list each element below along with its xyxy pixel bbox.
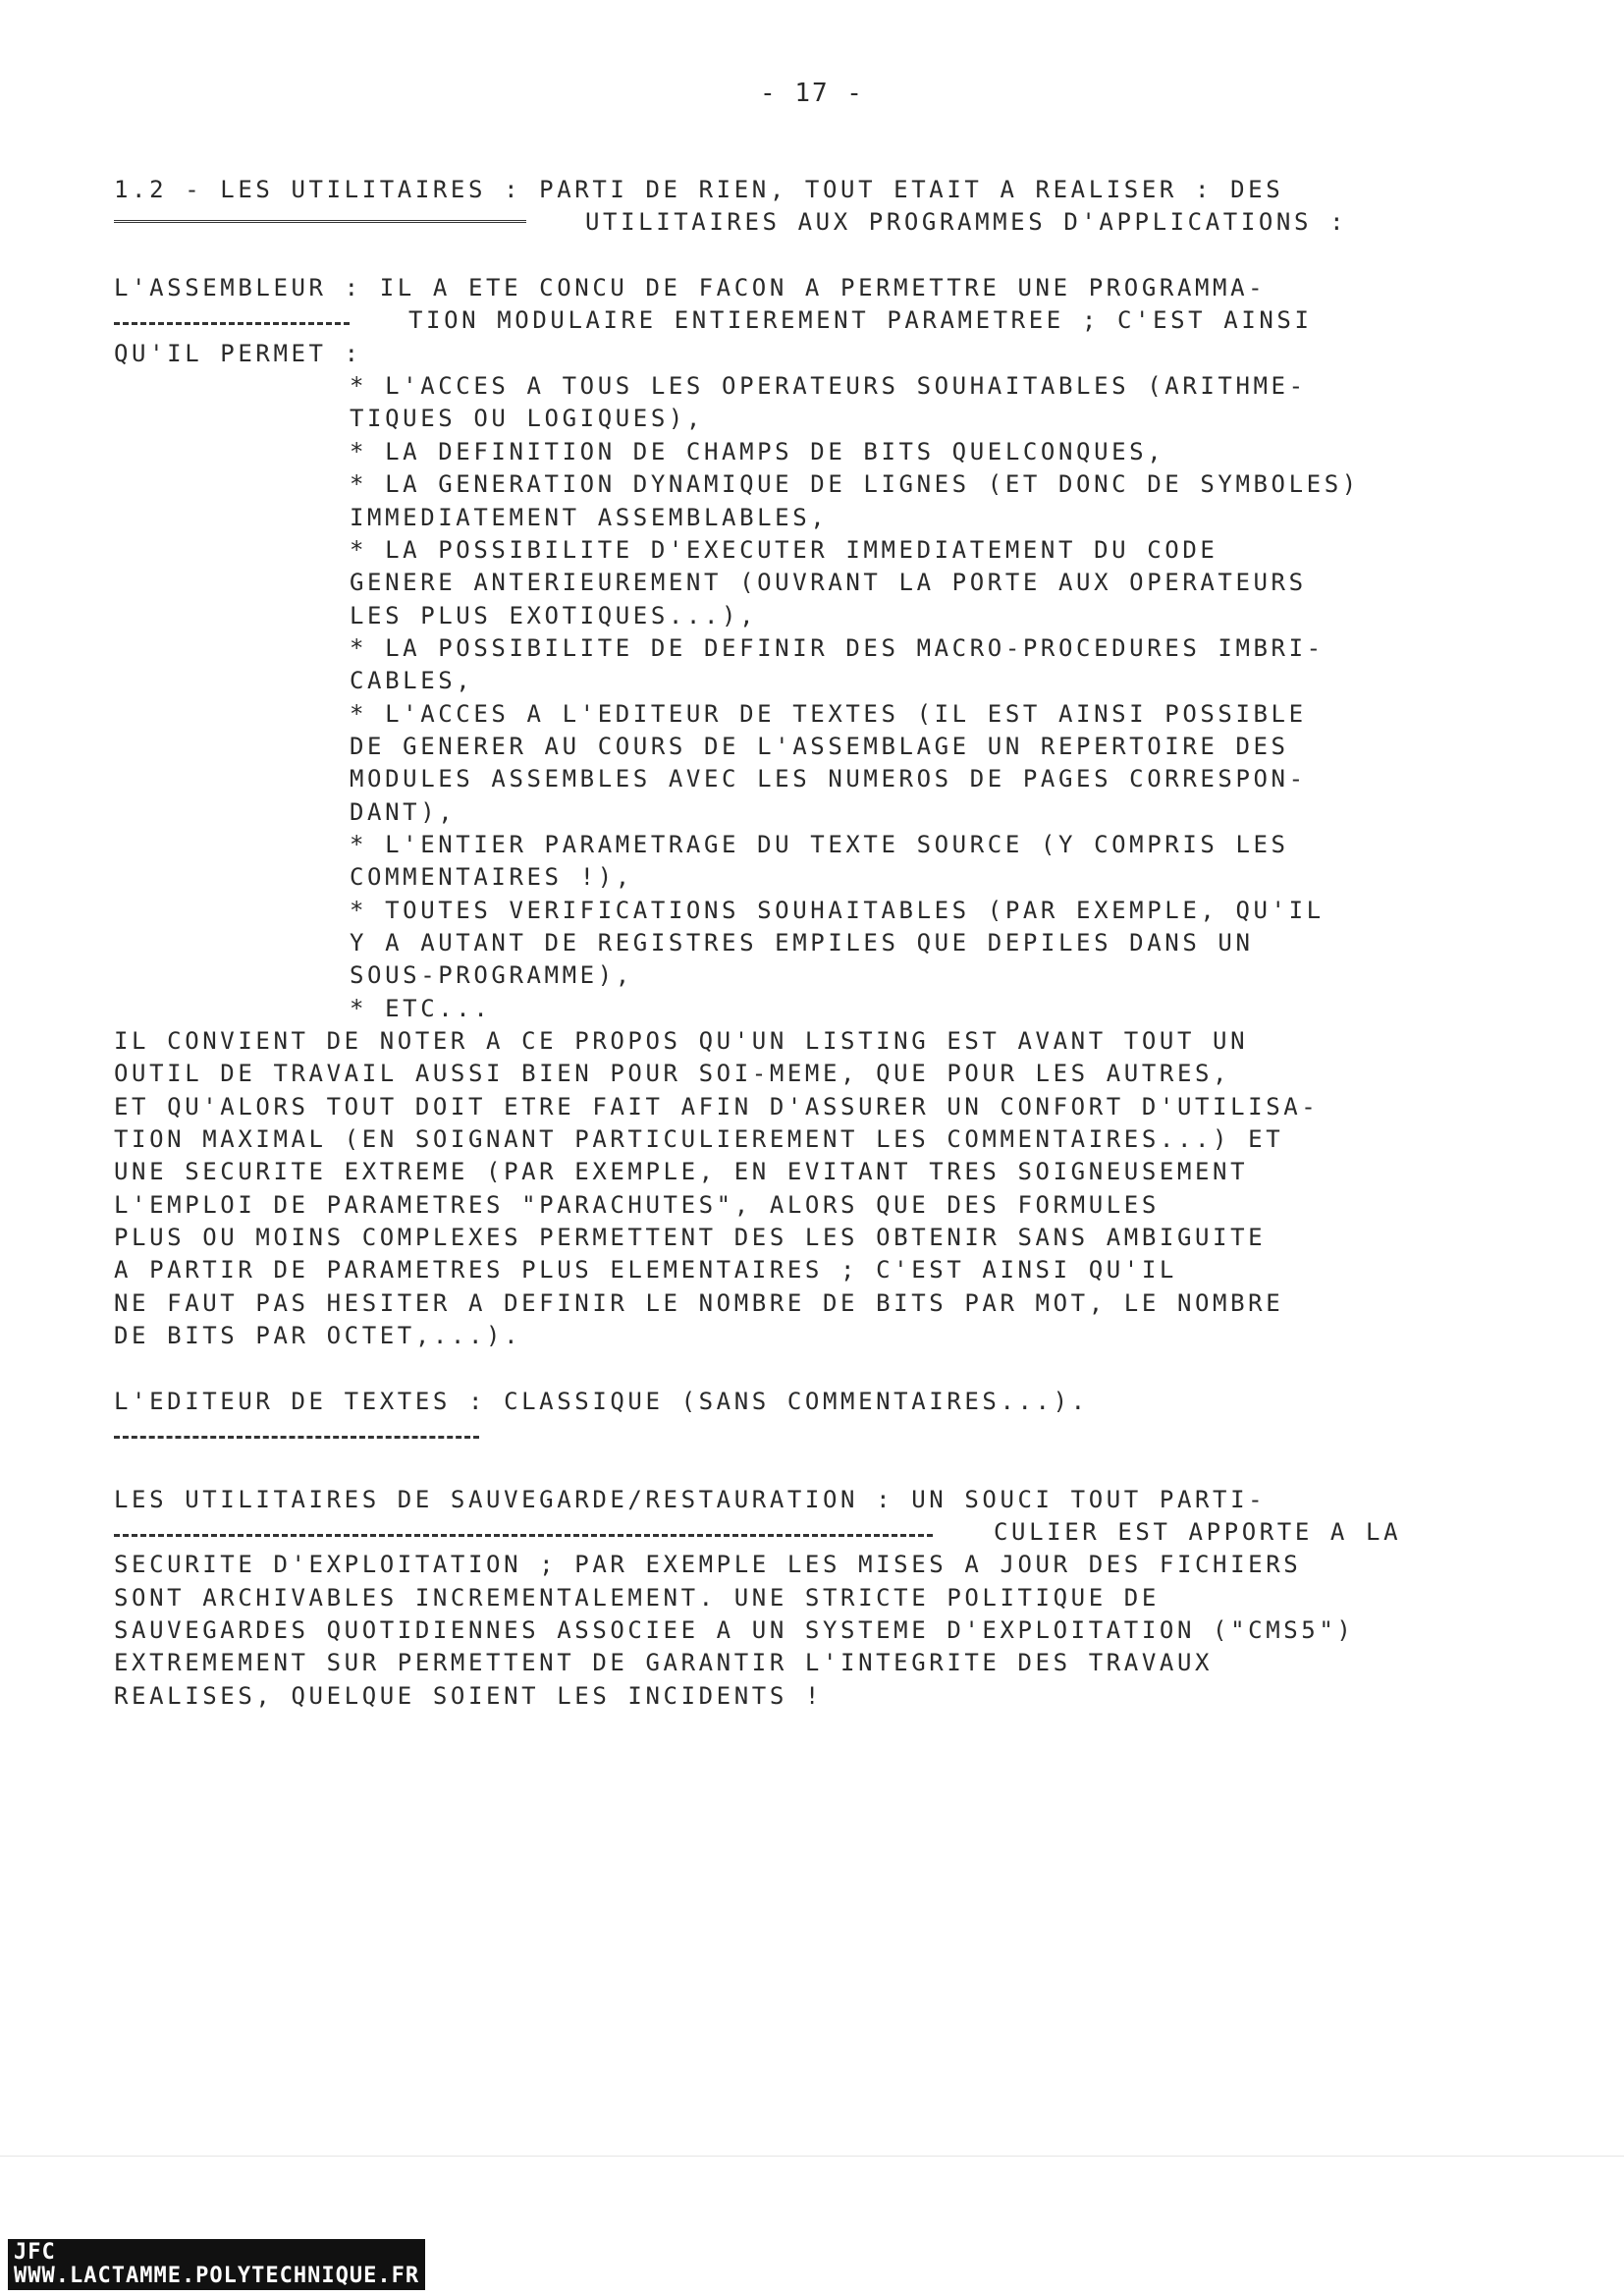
assembleur-bullet-line: CABLES, [350,667,474,694]
assembleur-bullet-line: * L'ACCES A L'EDITEUR DE TEXTES (IL EST AINSI POSSIBLE [350,700,1307,728]
section-heading-line-1: 1.2 - LES UTILITAIRES : PARTI DE RIEN, TOUT ETAIT A REALISER : DES [114,176,1284,203]
assembleur-bullet-line: * L'ENTIER PARAMETRAGE DU TEXTE SOURCE (Y COMPRIS LES [350,831,1289,858]
section-heading-line-2: UTILITAIRES AUX PROGRAMMES D'APPLICATIONS : [585,208,1348,236]
page-number: - 17 - [760,79,864,108]
assembleur-note-line: A PARTIR DE PARAMETRES PLUS ELEMENTAIRES ; C'EST AINSI QU'IL [114,1256,1177,1284]
site-logo-initials: JFC [14,2240,56,2265]
page-edge-line [0,2156,1624,2157]
assembleur-bullet-line: * LA POSSIBILITE DE DEFINIR DES MACRO-PROCEDURES IMBRI- [350,634,1325,662]
assembleur-bullet-line: SOUS-PROGRAMME), [350,961,633,989]
assembleur-bullet-line: * TOUTES VERIFICATIONS SOUHAITABLES (PAR EXEMPLE, QU'IL [350,897,1325,924]
assembleur-note-line: TION MAXIMAL (EN SOIGNANT PARTICULIEREMENT LES COMMENTAIRES...) ET [114,1125,1284,1153]
assembleur-bullet-line: * LA POSSIBILITE D'EXECUTER IMMEDIATEMENT DU CODE [350,536,1218,564]
sauvegarde-line: CULIER EST APPORTE A LA [994,1518,1402,1546]
assembleur-bullet-line: MODULES ASSEMBLES AVEC LES NUMEROS DE PAGES CORRESPON- [350,765,1307,793]
assembleur-note-line: L'EMPLOI DE PARAMETRES "PARACHUTES", ALORS QUE DES FORMULES [114,1191,1160,1219]
editeur-line: L'EDITEUR DE TEXTES : CLASSIQUE (SANS COMMENTAIRES...). [114,1388,1089,1415]
assembleur-note-line: IL CONVIENT DE NOTER A CE PROPOS QU'UN LISTING EST AVANT TOUT UN [114,1027,1249,1055]
assembleur-note-line: PLUS OU MOINS COMPLEXES PERMETTENT DES LES OBTENIR SANS AMBIGUITE [114,1224,1267,1251]
assembleur-bullet-line: * L'ACCES A TOUS LES OPERATEURS SOUHAITABLES (ARITHME- [350,372,1307,400]
assembleur-note-line: NE FAUT PAS HESITER A DEFINIR LE NOMBRE DE BITS PAR MOT, LE NOMBRE [114,1289,1284,1317]
assembleur-line-3: QU'IL PERMET : [114,340,362,367]
assembleur-note-line: UNE SECURITE EXTREME (PAR EXEMPLE, EN EVITANT TRES SOIGNEUSEMENT [114,1158,1249,1185]
sauvegarde-line: SECURITE D'EXPLOITATION ; PAR EXEMPLE LES MISES A JOUR DES FICHIERS [114,1551,1302,1578]
sauvegarde-line: EXTREMEMENT SUR PERMETTENT DE GARANTIR L'INTEGRITE DES TRAVAUX [114,1649,1214,1676]
sauvegarde-line: SAUVEGARDES QUOTIDIENNES ASSOCIEE A UN SYSTEME D'EXPLOITATION ("CMS5") [114,1616,1355,1644]
sauvegarde-line: LES UTILITAIRES DE SAUVEGARDE/RESTAURATION : UN SOUCI TOUT PARTI- [114,1486,1267,1513]
editeur-underline [114,1436,479,1439]
sauvegarde-line: REALISES, QUELQUE SOIENT LES INCIDENTS ! [114,1682,823,1710]
assembleur-bullet-line: * LA DEFINITION DE CHAMPS DE BITS QUELCONQUES, [350,438,1165,465]
assembleur-bullet-line: DE GENERER AU COURS DE L'ASSEMBLAGE UN REPERTOIRE DES [350,733,1289,760]
assembleur-bullet-line: IMMEDIATEMENT ASSEMBLABLES, [350,504,829,531]
site-logo-url: WWW.LACTAMME.POLYTECHNIQUE.FR [14,2264,420,2288]
section-heading-underline [114,220,526,227]
assembleur-note-line: DE BITS PAR OCTET,...). [114,1322,522,1349]
assembleur-bullet-line: TIQUES OU LOGIQUES), [350,405,704,432]
assembleur-bullet-line: DANT), [350,798,457,826]
assembleur-bullet-line: COMMENTAIRES !), [350,863,633,891]
sauvegarde-line: SONT ARCHIVABLES INCREMENTALEMENT. UNE STRICTE POLITIQUE DE [114,1584,1160,1612]
assembleur-line-2: TION MODULAIRE ENTIEREMENT PARAMETREE ; C'EST AINSI [408,306,1313,334]
assembleur-bullet-line: LES PLUS EXOTIQUES...), [350,602,758,629]
assembleur-underline [114,322,350,325]
assembleur-note-line: OUTIL DE TRAVAIL AUSSI BIEN POUR SOI-MEME, QUE POUR LES AUTRES, [114,1060,1231,1087]
assembleur-note-line: ET QU'ALORS TOUT DOIT ETRE FAIT AFIN D'ASSURER UN CONFORT D'UTILISA- [114,1093,1320,1121]
assembleur-line-1: L'ASSEMBLEUR : IL A ETE CONCU DE FACON A PERMETTRE UNE PROGRAMMA- [114,274,1267,301]
assembleur-bullet-line: * ETC... [350,995,492,1022]
sauvegarde-underline [114,1534,933,1537]
site-logo [8,2239,425,2290]
assembleur-bullet-line: * LA GENERATION DYNAMIQUE DE LIGNES (ET DONC DE SYMBOLES) [350,470,1360,498]
assembleur-bullet-line: Y A AUTANT DE REGISTRES EMPILES QUE DEPILES DANS UN [350,929,1254,957]
assembleur-bullet-line: GENERE ANTERIEUREMENT (OUVRANT LA PORTE AUX OPERATEURS [350,569,1307,596]
